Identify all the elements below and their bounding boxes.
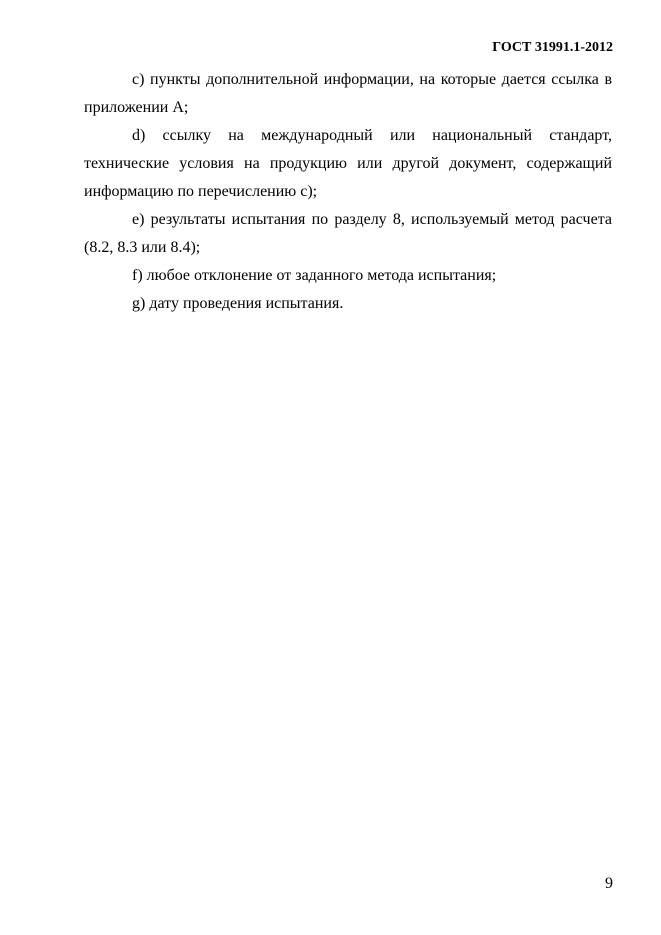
list-item-g: g) дату проведения испытания. xyxy=(132,295,344,312)
list-item-f: f) любое отклонение от заданного метода испытания; xyxy=(132,267,497,284)
list-item-c: c) пункты дополнительной информации, на которые дается ссылка в приложении А; xyxy=(84,71,612,116)
page-number: 9 xyxy=(605,875,613,892)
list-item-d: d) ссылку на международный или национальный стандарт, технические условия на продукцию или другой документ, содержащий информацию по перечислению с); xyxy=(84,127,612,200)
list-item-e: e) результаты испытания по разделу 8, используемый метод расчета (8.2, 8.3 или 8.4); xyxy=(84,211,612,256)
document-code-header: ГОСТ 31991.1-2012 xyxy=(492,40,613,55)
report-items-list xyxy=(84,66,612,318)
